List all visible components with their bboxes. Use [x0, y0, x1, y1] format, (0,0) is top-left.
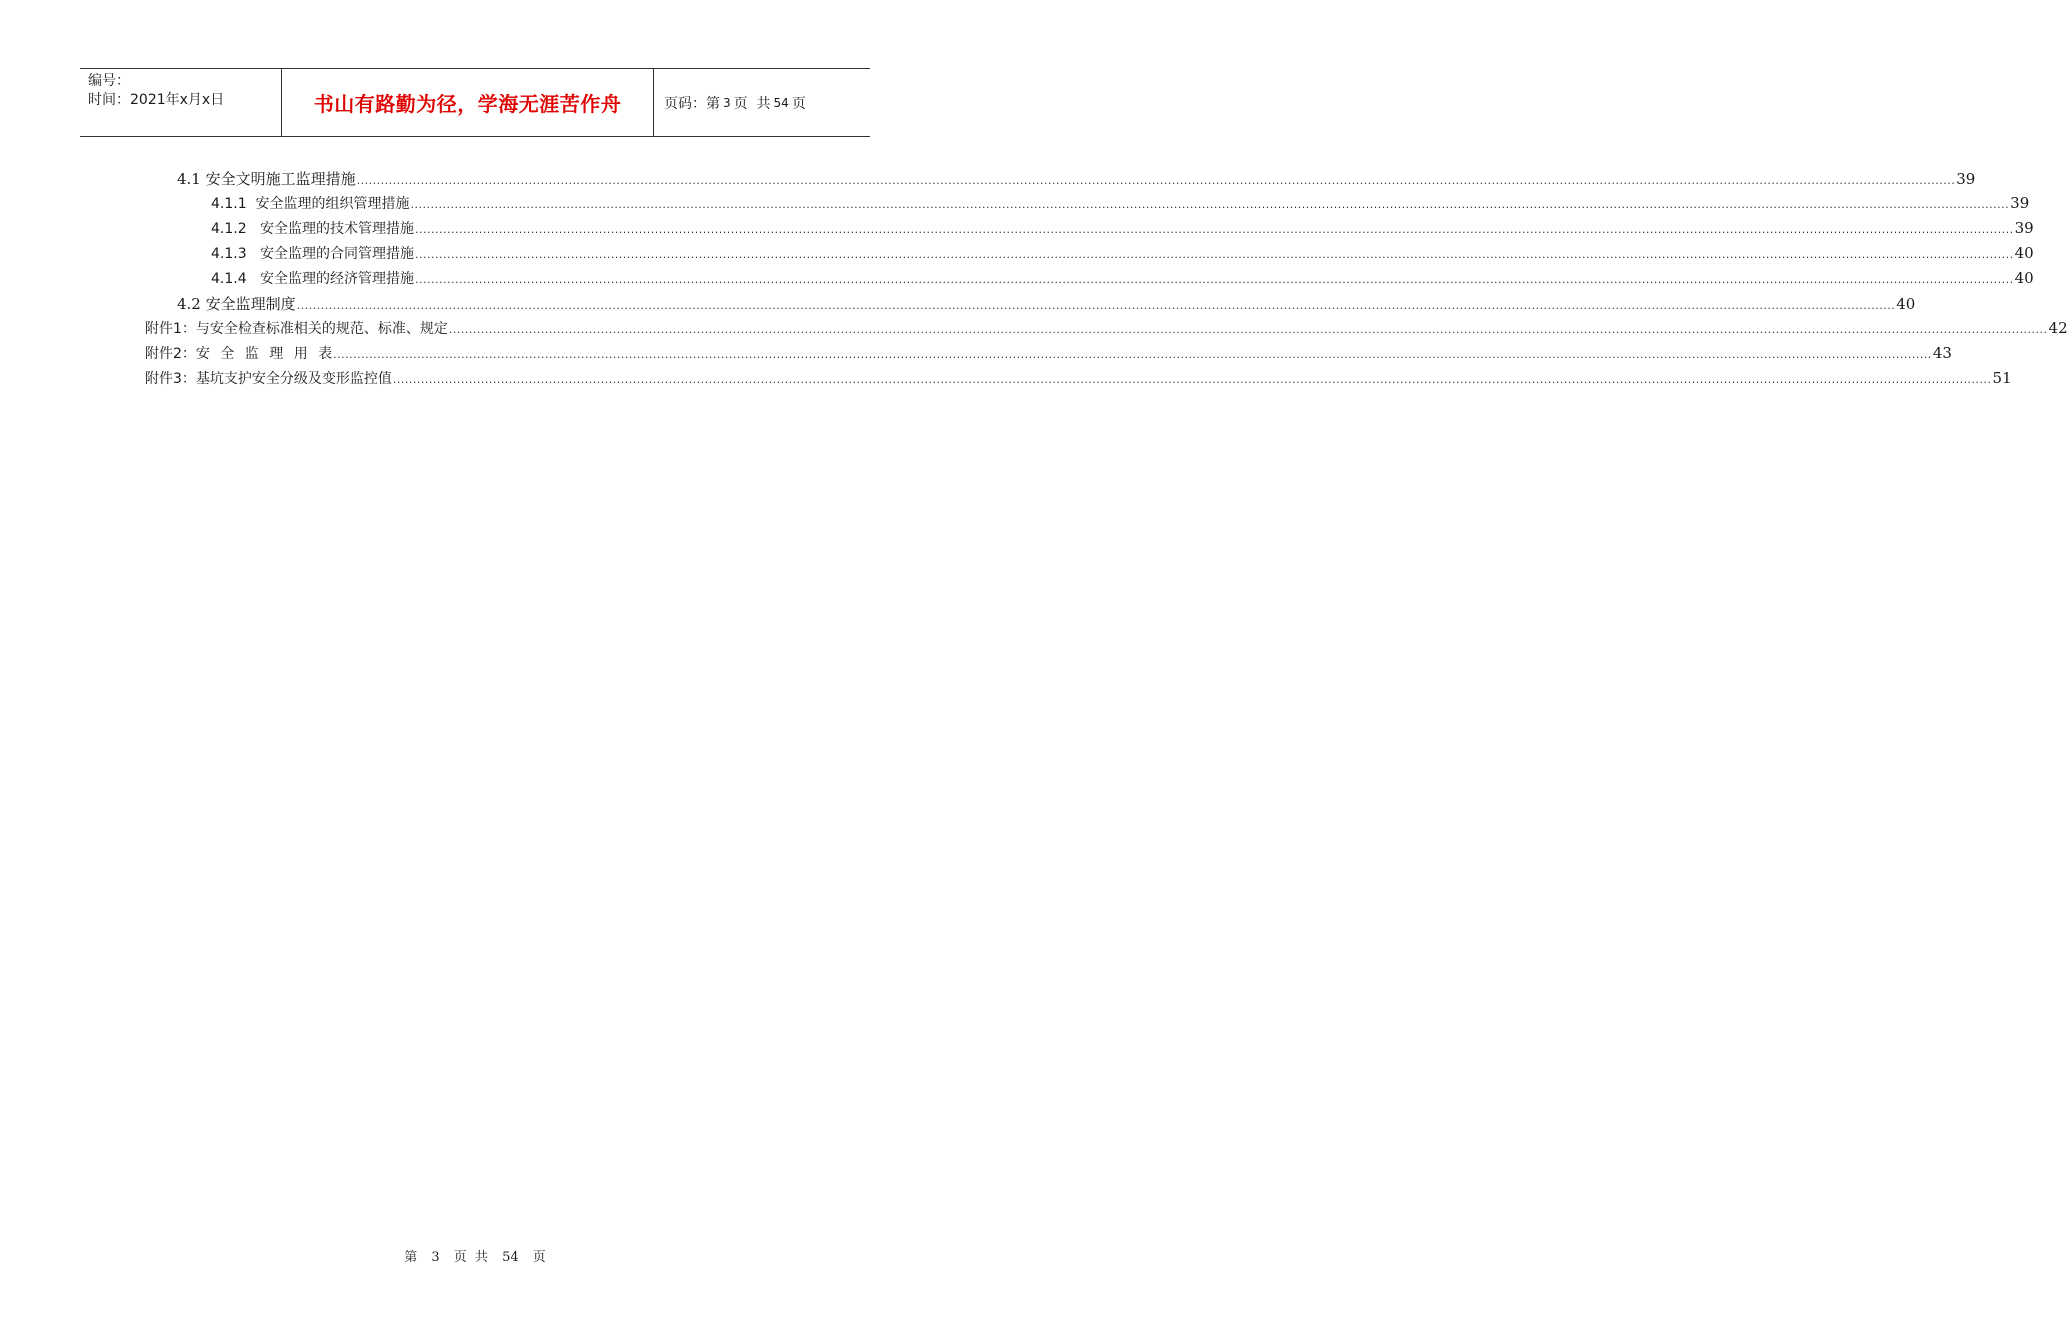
page-header: [80, 68, 870, 137]
toc-entry[interactable]: [177, 293, 1916, 317]
toc-entry-title: 附件2：安 全 监 理 用 表: [145, 346, 333, 362]
header-meta: [80, 69, 282, 136]
page-current: 3: [723, 95, 731, 110]
page-middle: 页 共: [733, 95, 771, 112]
toc-entry-page: 39: [2010, 194, 2030, 212]
header-motto: 书山有路勤为径，学海无涯苦作舟: [282, 69, 654, 136]
toc-entry-page: 42: [2048, 319, 2068, 337]
toc-leader: ................................................................................................................................................................................................................................................................................................................................................................................................................: [410, 198, 2010, 211]
page-suffix: 页: [791, 95, 806, 112]
toc-entry-page: 39: [2014, 219, 2034, 237]
page-footer: [0, 1246, 950, 1265]
toc-leader: ................................................................................................................................................................................................................................................................................................................................................................................................................: [333, 348, 1932, 361]
toc-entry-title: 附件3：基坑支护安全分级及变形监控值: [145, 371, 392, 387]
time-label: 时间：2021年x月x日: [88, 92, 225, 108]
toc-entry-title: 4.1.3 安全监理的合同管理措施: [211, 246, 414, 262]
footer-total: 54: [502, 1250, 519, 1265]
toc-entry-page: 40: [1896, 295, 1916, 313]
toc-entry-title: 4.1.4 安全监理的经济管理措施: [211, 271, 414, 287]
toc-entry[interactable]: [177, 168, 1976, 192]
toc-entry[interactable]: [211, 193, 2030, 217]
page-total: 54: [773, 95, 789, 110]
serial-label: 编号：: [88, 73, 130, 89]
toc-entry[interactable]: [145, 368, 2012, 392]
toc-entry[interactable]: [145, 343, 1952, 367]
toc-leader: ................................................................................................................................................................................................................................................................................................................................................................................................................: [356, 174, 1956, 187]
footer-suffix: 页: [532, 1250, 546, 1265]
page-prefix: 页码：第: [664, 95, 720, 112]
toc-entry-title: 附件1：与安全检查标准相关的规范、标准、规定: [145, 321, 448, 337]
toc-entry-page: 51: [1992, 369, 2012, 387]
toc-leader: ................................................................................................................................................................................................................................................................................................................................................................................................................: [414, 248, 2014, 261]
toc-entry-page: 43: [1932, 344, 1952, 362]
toc-entry-title: 4.2 安全监理制度: [177, 295, 296, 313]
footer-prefix: 第: [404, 1250, 418, 1265]
toc-entry[interactable]: [145, 318, 2068, 342]
toc-entry-page: 40: [2014, 244, 2034, 262]
toc-leader: ................................................................................................................................................................................................................................................................................................................................................................................................................: [414, 273, 2014, 286]
toc-entry-title: 4.1.1 安全监理的组织管理措施: [211, 196, 410, 212]
toc-entry-title: 4.1 安全文明施工监理措施: [177, 170, 356, 188]
toc-leader: ................................................................................................................................................................................................................................................................................................................................................................................................................: [296, 299, 1896, 312]
header-page-info: [654, 69, 870, 136]
footer-current: 3: [431, 1250, 440, 1265]
toc-leader: ................................................................................................................................................................................................................................................................................................................................................................................................................: [392, 373, 1992, 386]
toc-entry-page: 39: [1956, 170, 1976, 188]
toc-entry[interactable]: [211, 218, 2034, 242]
footer-middle: 页 共: [453, 1250, 488, 1265]
toc-entry-title: 4.1.2 安全监理的技术管理措施: [211, 221, 414, 237]
toc-entry[interactable]: [211, 243, 2034, 267]
toc-entry[interactable]: [211, 268, 2034, 292]
toc-entry-page: 40: [2014, 269, 2034, 287]
toc-leader: ................................................................................................................................................................................................................................................................................................................................................................................................................: [414, 223, 2014, 236]
toc-leader: ................................................................................................................................................................................................................................................................................................................................................................................................................: [448, 323, 2048, 336]
